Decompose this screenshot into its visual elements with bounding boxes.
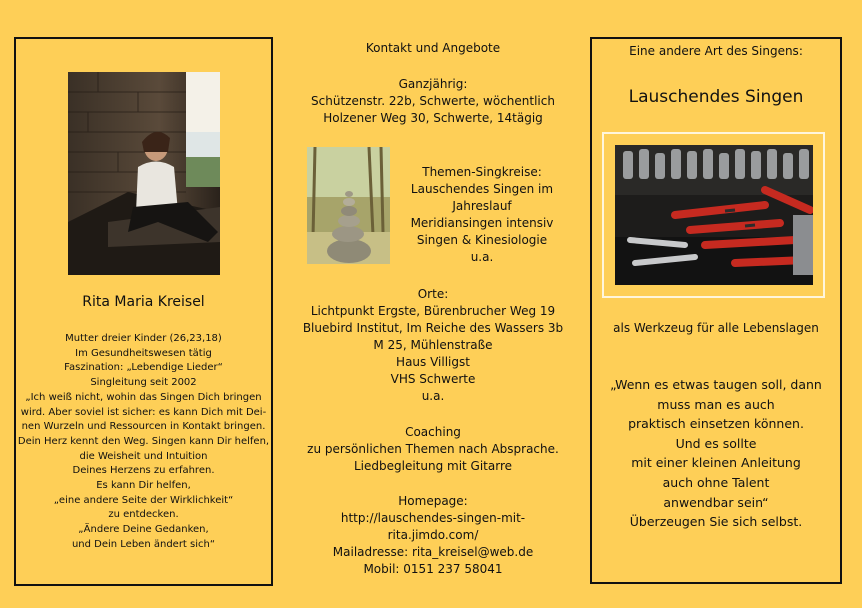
- feature-tagline: als Werkzeug für alle Lebenslagen: [613, 321, 819, 335]
- bio-line: Deines Herzens zu erfahren.: [72, 465, 215, 477]
- themes-label: Themen-Singkreise:: [422, 165, 542, 179]
- bio-line: wird. Aber soviel ist sicher: es kann Dich mit Dei-: [20, 406, 267, 418]
- quote-line: muss man es auch: [657, 396, 775, 412]
- toolbox-photo: [615, 145, 813, 285]
- homepage-url-line[interactable]: rita.jimdo.com/: [387, 528, 479, 542]
- coaching-section: [286, 424, 580, 475]
- profile-panel: [14, 37, 273, 586]
- homepage-section: [286, 493, 580, 578]
- feature-kicker: Eine andere Art des Singens:: [629, 44, 803, 58]
- coaching-line: Liedbegleitung mit Gitarre: [353, 459, 513, 473]
- themes-line: Singen & Kinesiologie: [416, 233, 548, 247]
- bio-line: Mutter dreier Kinder (26,23,18): [65, 333, 222, 344]
- homepage-url-line[interactable]: http://lauschendes-singen-mit-: [340, 511, 526, 525]
- place-line: M 25, Mühlenstraße: [373, 338, 493, 352]
- feature-panel: [590, 37, 842, 584]
- person-name: Rita Maria Kreisel: [82, 294, 205, 310]
- coaching-line: zu persönlichen Themen nach Absprache.: [307, 442, 559, 456]
- bio-line: Singleitung seit 2002: [90, 377, 197, 389]
- year-round-line: Holzener Weg 30, Schwerte, 14tägig: [323, 111, 543, 125]
- places-label: Orte:: [417, 287, 449, 301]
- quote-line: praktisch einsetzen können.: [628, 416, 804, 432]
- place-line: u.a.: [421, 389, 445, 403]
- homepage-label: Homepage:: [398, 494, 468, 508]
- themes-line: Meridiansingen intensiv: [410, 216, 554, 230]
- stone-cairn-photo: [307, 147, 390, 264]
- quote-line: auch ohne Talent: [662, 474, 770, 490]
- contact-heading: Kontakt und Angebote: [365, 41, 501, 55]
- bio-line: Faszination: „Lebendige Lieder“: [64, 362, 223, 374]
- phone-line: Mobil: 0151 237 58041: [363, 562, 503, 576]
- year-round-line: Schützenstr. 22b, Schwerte, wöchentlich: [311, 94, 555, 108]
- quote-line: Und es sollte: [675, 435, 757, 451]
- quote-line: Überzeugen Sie sich selbst.: [629, 514, 803, 530]
- place-line: Haus Villigst: [396, 355, 470, 369]
- bio-line: Es kann Dir helfen,: [96, 480, 191, 492]
- themes-line: Lauschendes Singen im: [410, 182, 554, 196]
- bio-text: [16, 332, 271, 553]
- portrait-photo: [68, 72, 220, 275]
- year-round-section: [286, 76, 580, 127]
- feature-quote: [592, 375, 840, 532]
- email-line[interactable]: Mailadresse: rita_kreisel@web.de: [332, 545, 534, 559]
- bio-line: und Dein Leben ändert sich“: [71, 538, 216, 550]
- place-line: Bluebird Institut, Im Reiche des Wassers 3b: [302, 321, 564, 335]
- bio-line: zu entdecken.: [108, 509, 179, 521]
- themes-line: Jahreslauf: [452, 199, 512, 213]
- quote-line: „Wenn es etwas taugen soll, dann: [610, 377, 822, 392]
- feature-title: Lauschendes Singen: [628, 87, 804, 107]
- bio-line: die Weisheit und Intuition: [79, 450, 208, 462]
- bio-line: Dein Herz kennt den Weg. Singen kann Dir helfen,: [17, 435, 270, 447]
- themes-line: u.a.: [470, 250, 494, 264]
- places-section: [286, 286, 580, 405]
- coaching-label: Coaching: [405, 425, 461, 439]
- year-round-label: Ganzjährig:: [398, 77, 468, 91]
- themes-section: [402, 164, 562, 266]
- place-line: VHS Schwerte: [390, 372, 476, 386]
- quote-line: mit einer kleinen Anleitung: [631, 455, 801, 471]
- bio-line: nen Wurzeln und Ressourcen in Kontakt bringen.: [21, 421, 266, 433]
- place-line: Lichtpunkt Ergste, Bürenbrucher Weg 19: [310, 304, 556, 318]
- toolbox-photo-frame: [602, 132, 825, 298]
- quote-line: anwendbar sein“: [663, 494, 769, 510]
- bio-line: Im Gesundheitswesen tätig: [75, 347, 212, 359]
- bio-line: „Ändere Deine Gedanken,: [78, 524, 209, 536]
- bio-line: „eine andere Seite der Wirklichkeit“: [53, 494, 234, 506]
- bio-line: „Ich weiß nicht, wohin das Singen Dich bringen: [25, 391, 262, 403]
